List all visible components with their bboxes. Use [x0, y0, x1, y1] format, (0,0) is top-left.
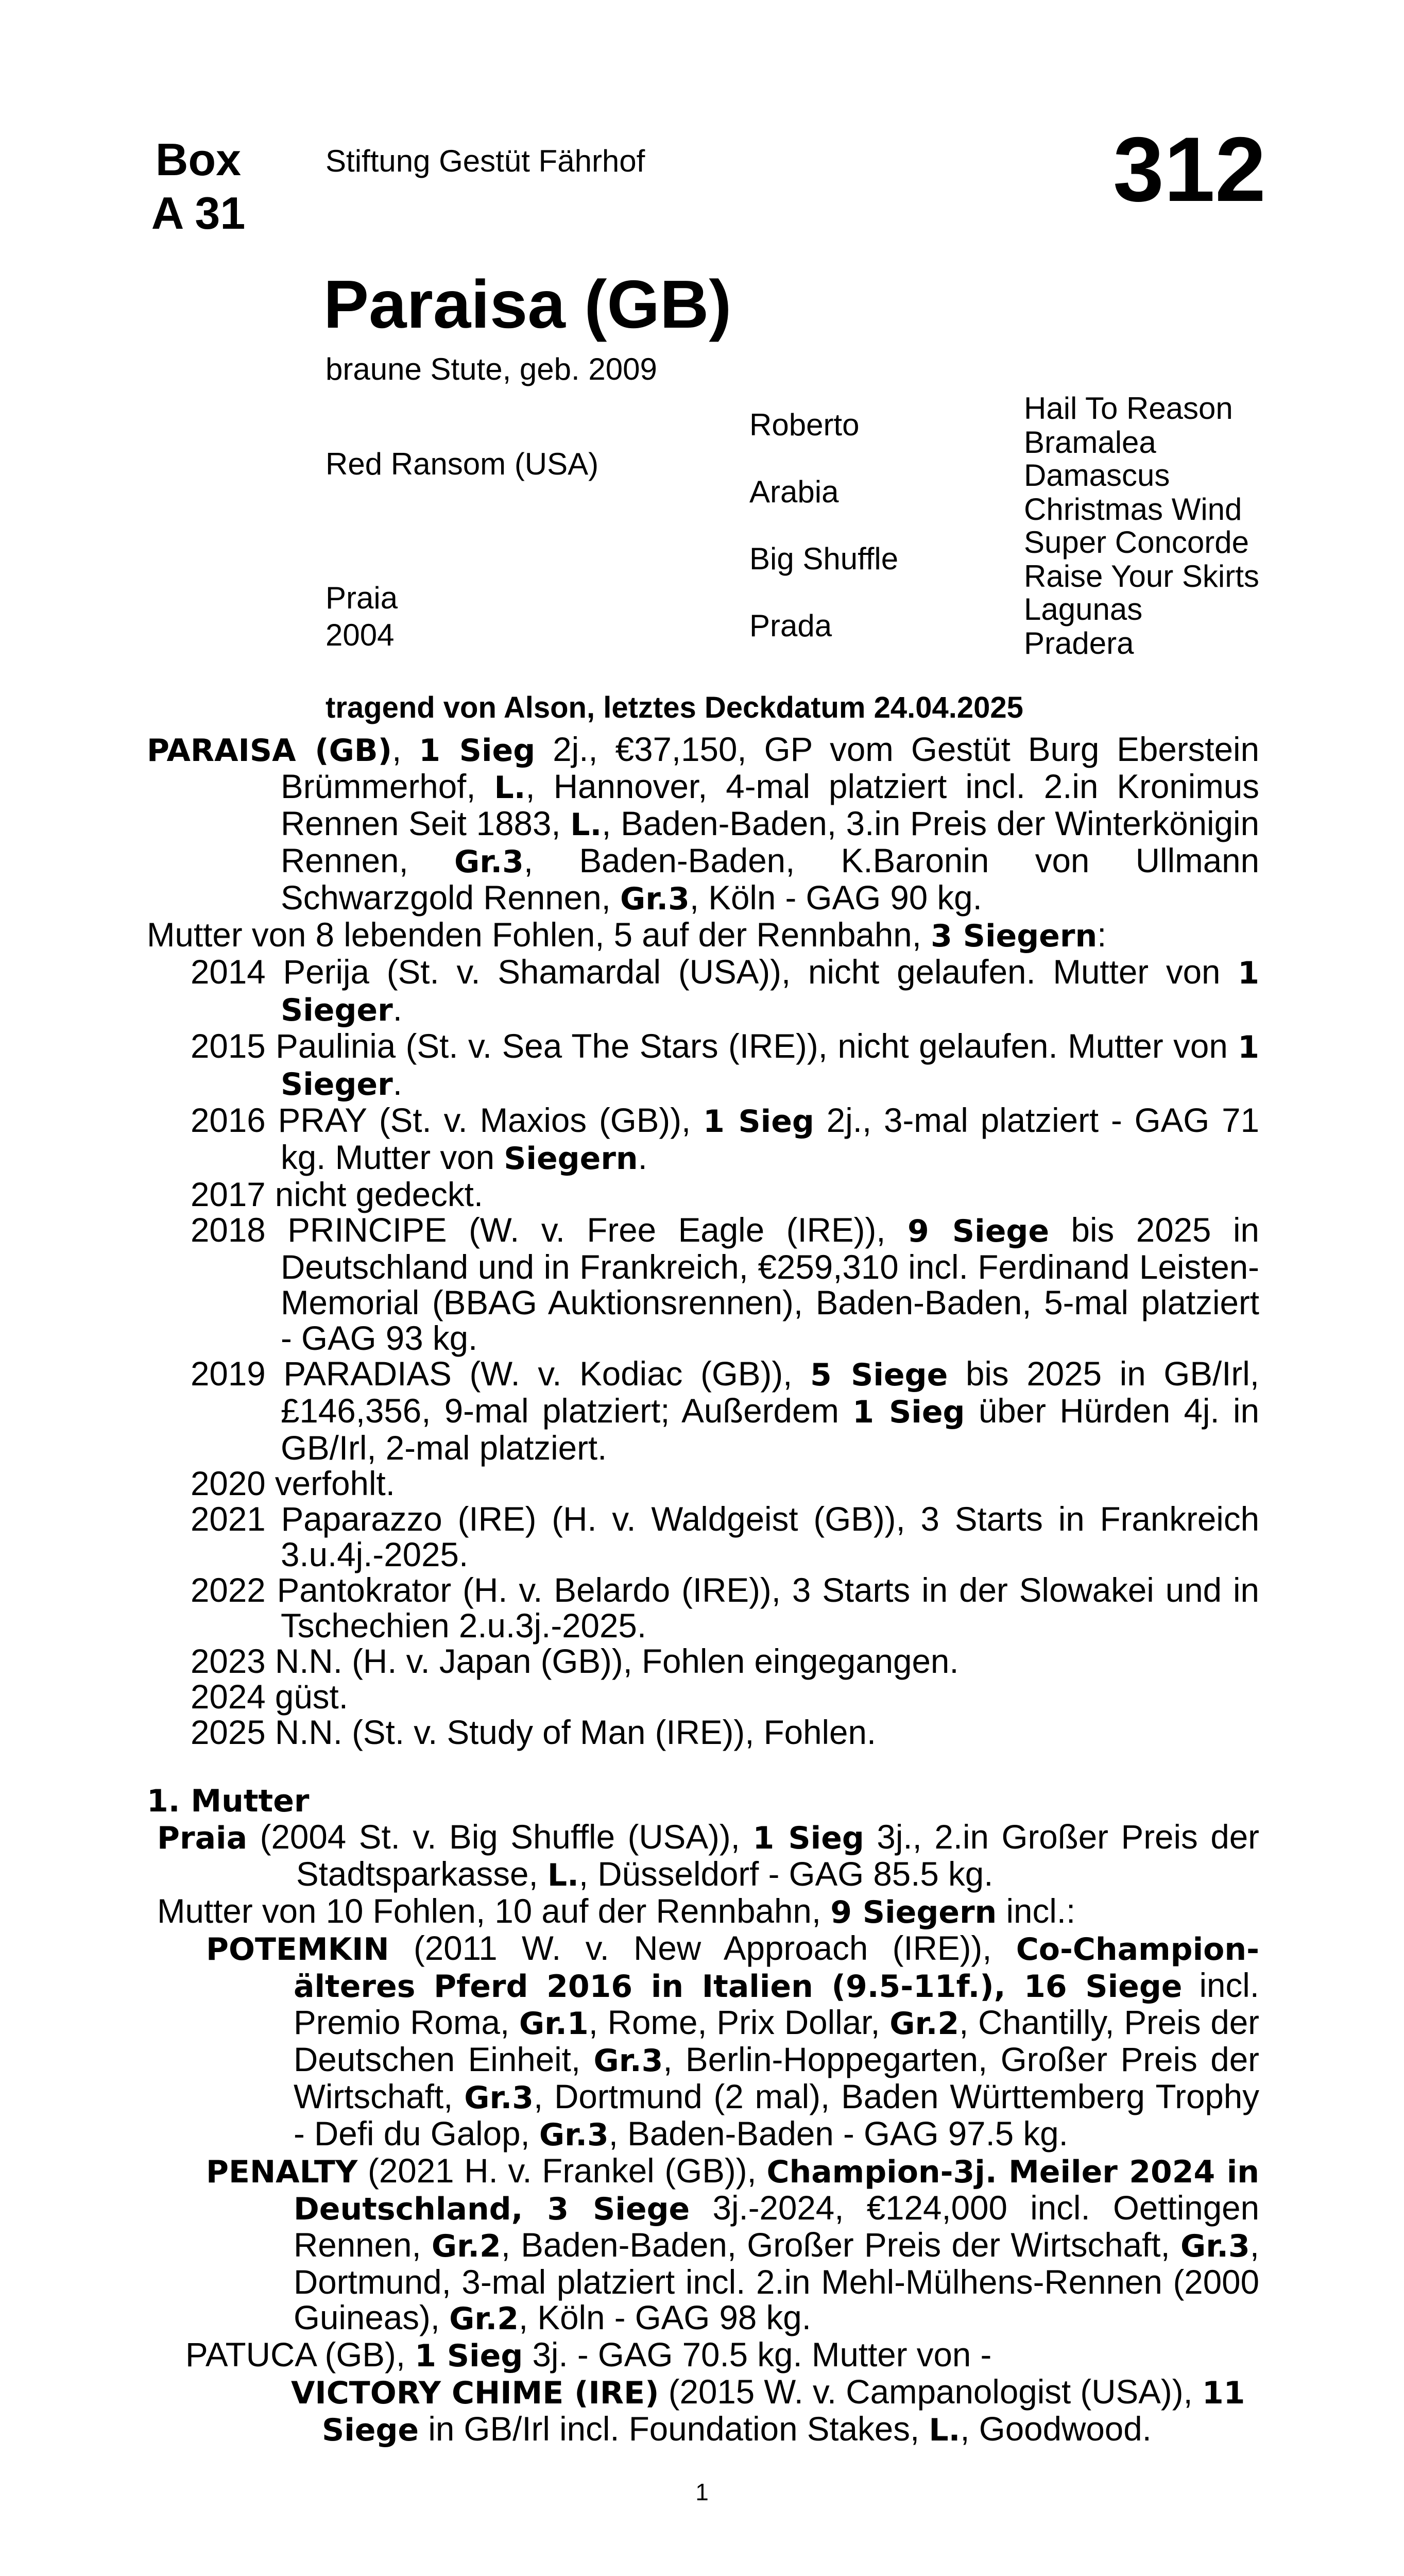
- pedigree-g3-6: Raise Your Skirts: [1024, 559, 1259, 594]
- produce-2021: 2021 Paparazzo (IRE) (H. v. Waldgeist (GB)), 3 Starts in Frankreich 3.u.4j.-2025.: [191, 1500, 1259, 1573]
- pedigree-sire: Red Ransom (USA): [326, 447, 599, 481]
- offspring-potemkin: POTEMKIN (2011 W. v. New Approach (IRE)), Co-Champion-älteres Pferd 2016 in Italien (9.5-11f.), 16 Siege incl. Premio Roma, Gr.1, Rome, Prix Dollar, Gr.2, Chantilly, Preis der Deutschen Einheit, Gr.3, Berlin-Hoppegarten, Großer Preis der Wirtschaft, Gr.3, Dortmund (2 mal), Baden Württemberg Trophy - Defi du Galop, Gr.3, Baden-Baden - GAG 97.5 kg.: [206, 1929, 1259, 2153]
- offspring-patuca: PATUCA (GB), 1 Sieg 3j. - GAG 70.5 kg. Mutter von -: [185, 2336, 992, 2374]
- consignor: Stiftung Gestüt Fährhof: [326, 144, 645, 178]
- box-label: [144, 133, 252, 240]
- pedigree-sire-dam: Arabia: [749, 474, 839, 509]
- offspring-penalty: PENALTY (2021 H. v. Frankel (GB)), Champion-3j. Meiler 2024 in Deutschland, 3 Siege 3j.-2024, €124,000 incl. Oettingen Rennen, Gr.2, Baden-Baden, Großer Preis der Wirtschaft, Gr.3, Dortmund, 3-mal platziert incl. 2.in Mehl-Mülhens-Rennen (2000 Guineas), Gr.2, Köln - GAG 98 kg.: [206, 2152, 1260, 2337]
- grand-offspring-victory-chime: VICTORY CHIME (IRE) (2015 W. v. Campanologist (USA)), 11 Siege in GB/Irl incl. Foundation Stakes, L., Goodwood.: [291, 2373, 1245, 2448]
- pedigree-g3-8: Pradera: [1024, 626, 1134, 660]
- pedigree-g3-4: Christmas Wind: [1024, 492, 1242, 527]
- pedigree-dam: Praia: [326, 581, 398, 615]
- pedigree-g3-2: Bramalea: [1024, 425, 1156, 460]
- pedigree-g3-3: Damascus: [1024, 458, 1170, 493]
- produce-2023: 2023 N.N. (H. v. Japan (GB)), Fohlen eingegangen.: [191, 1642, 959, 1680]
- produce-2018: 2018 PRINCIPE (W. v. Free Eagle (IRE)), 9 Siege bis 2025 in Deutschland und in Frankreich, €259,310 incl. Ferdinand Leisten-Memorial (BBAG Auktionsrennen), Baden-Baden, 5-mal platziert - GAG 93 kg.: [191, 1211, 1259, 1357]
- produce-2020: 2020 verfohlt.: [191, 1465, 395, 1502]
- race-record: PARAISA (GB), 1 Sieg 2j., €37,150, GP vom Gestüt Burg Eberstein Brümmerhof, L., Hannover, 4-mal platziert incl. 2.in Kronimus Rennen Seit 1883, L., Baden-Baden, 3.in Preis der Winterkönigin Rennen, Gr.3, Baden-Baden, K.Baronin von Ullmann Schwarzgold Rennen, Gr.3, Köln - GAG 90 kg.: [147, 731, 1260, 917]
- box-number: A 31: [151, 188, 246, 239]
- pedigree-g3-7: Lagunas: [1024, 592, 1143, 626]
- catalogue-text: [147, 732, 1259, 2448]
- produce-2017: 2017 nicht gedeckt.: [191, 1176, 484, 1213]
- pedigree-sire-sire: Roberto: [749, 408, 860, 442]
- horse-description: braune Stute, geb. 2009: [326, 352, 657, 386]
- produce-2024: 2024 güst.: [191, 1678, 348, 1716]
- pedigree-g3-5: Super Concorde: [1024, 525, 1249, 560]
- section-heading-first-dam: 1. Mutter: [147, 1783, 310, 1819]
- pedigree-dam-sire: Big Shuffle: [749, 541, 899, 576]
- produce-2015: 2015 Paulinia (St. v. Sea The Stars (IRE)), nicht gelaufen. Mutter von 1 Sieger.: [191, 1027, 1259, 1103]
- produce-2019: 2019 PARADIAS (W. v. Kodiac (GB)), 5 Siege bis 2025 in GB/Irl, £146,356, 9-mal platziert; Außerdem 1 Sieg über Hürden 4j. in GB/Irl, 2-mal platziert.: [191, 1355, 1259, 1467]
- covering-info: tragend von Alson, letztes Deckdatum 24.04.2025: [326, 691, 1023, 724]
- first-dam-record: Praia (2004 St. v. Big Shuffle (USA)), 1 Sieg 3j., 2.in Großer Preis der Stadtsparkasse, L., Düsseldorf - GAG 85.5 kg.: [157, 1818, 1259, 1893]
- produce-2016: 2016 PRAY (St. v. Maxios (GB)), 1 Sieg 2j., 3-mal platziert - GAG 71 kg. Mutter von Siegern.: [191, 1101, 1260, 1177]
- horse-name-caps: PARAISA (GB): [147, 733, 392, 769]
- produce-2022: 2022 Pantokrator (H. v. Belardo (IRE)), 3 Starts in der Slowakei und in Tschechien 2.u.3j.-2025.: [191, 1571, 1259, 1645]
- produce-2025: 2025 N.N. (St. v. Study of Man (IRE)), Fohlen.: [191, 1714, 877, 1751]
- produce-intro: Mutter von 8 lebenden Fohlen, 5 auf der Rennbahn, 3 Siegern:: [147, 916, 1107, 954]
- produce-2014: 2014 Perija (St. v. Shamardal (USA)), nicht gelaufen. Mutter von 1 Sieger.: [191, 953, 1259, 1028]
- pedigree-dam-year: 2004: [326, 618, 395, 652]
- first-dam-produce-intro: Mutter von 10 Fohlen, 10 auf der Rennbahn, 9 Siegern incl.:: [157, 1892, 1076, 1930]
- lot-number: 312: [1113, 118, 1266, 221]
- horse-name: Paraisa (GB): [323, 266, 732, 342]
- pedigree-g3-1: Hail To Reason: [1024, 391, 1233, 426]
- pedigree-dam-dam: Prada: [749, 608, 832, 643]
- box-label-text: Box: [155, 134, 242, 185]
- page-number: 1: [695, 2479, 709, 2505]
